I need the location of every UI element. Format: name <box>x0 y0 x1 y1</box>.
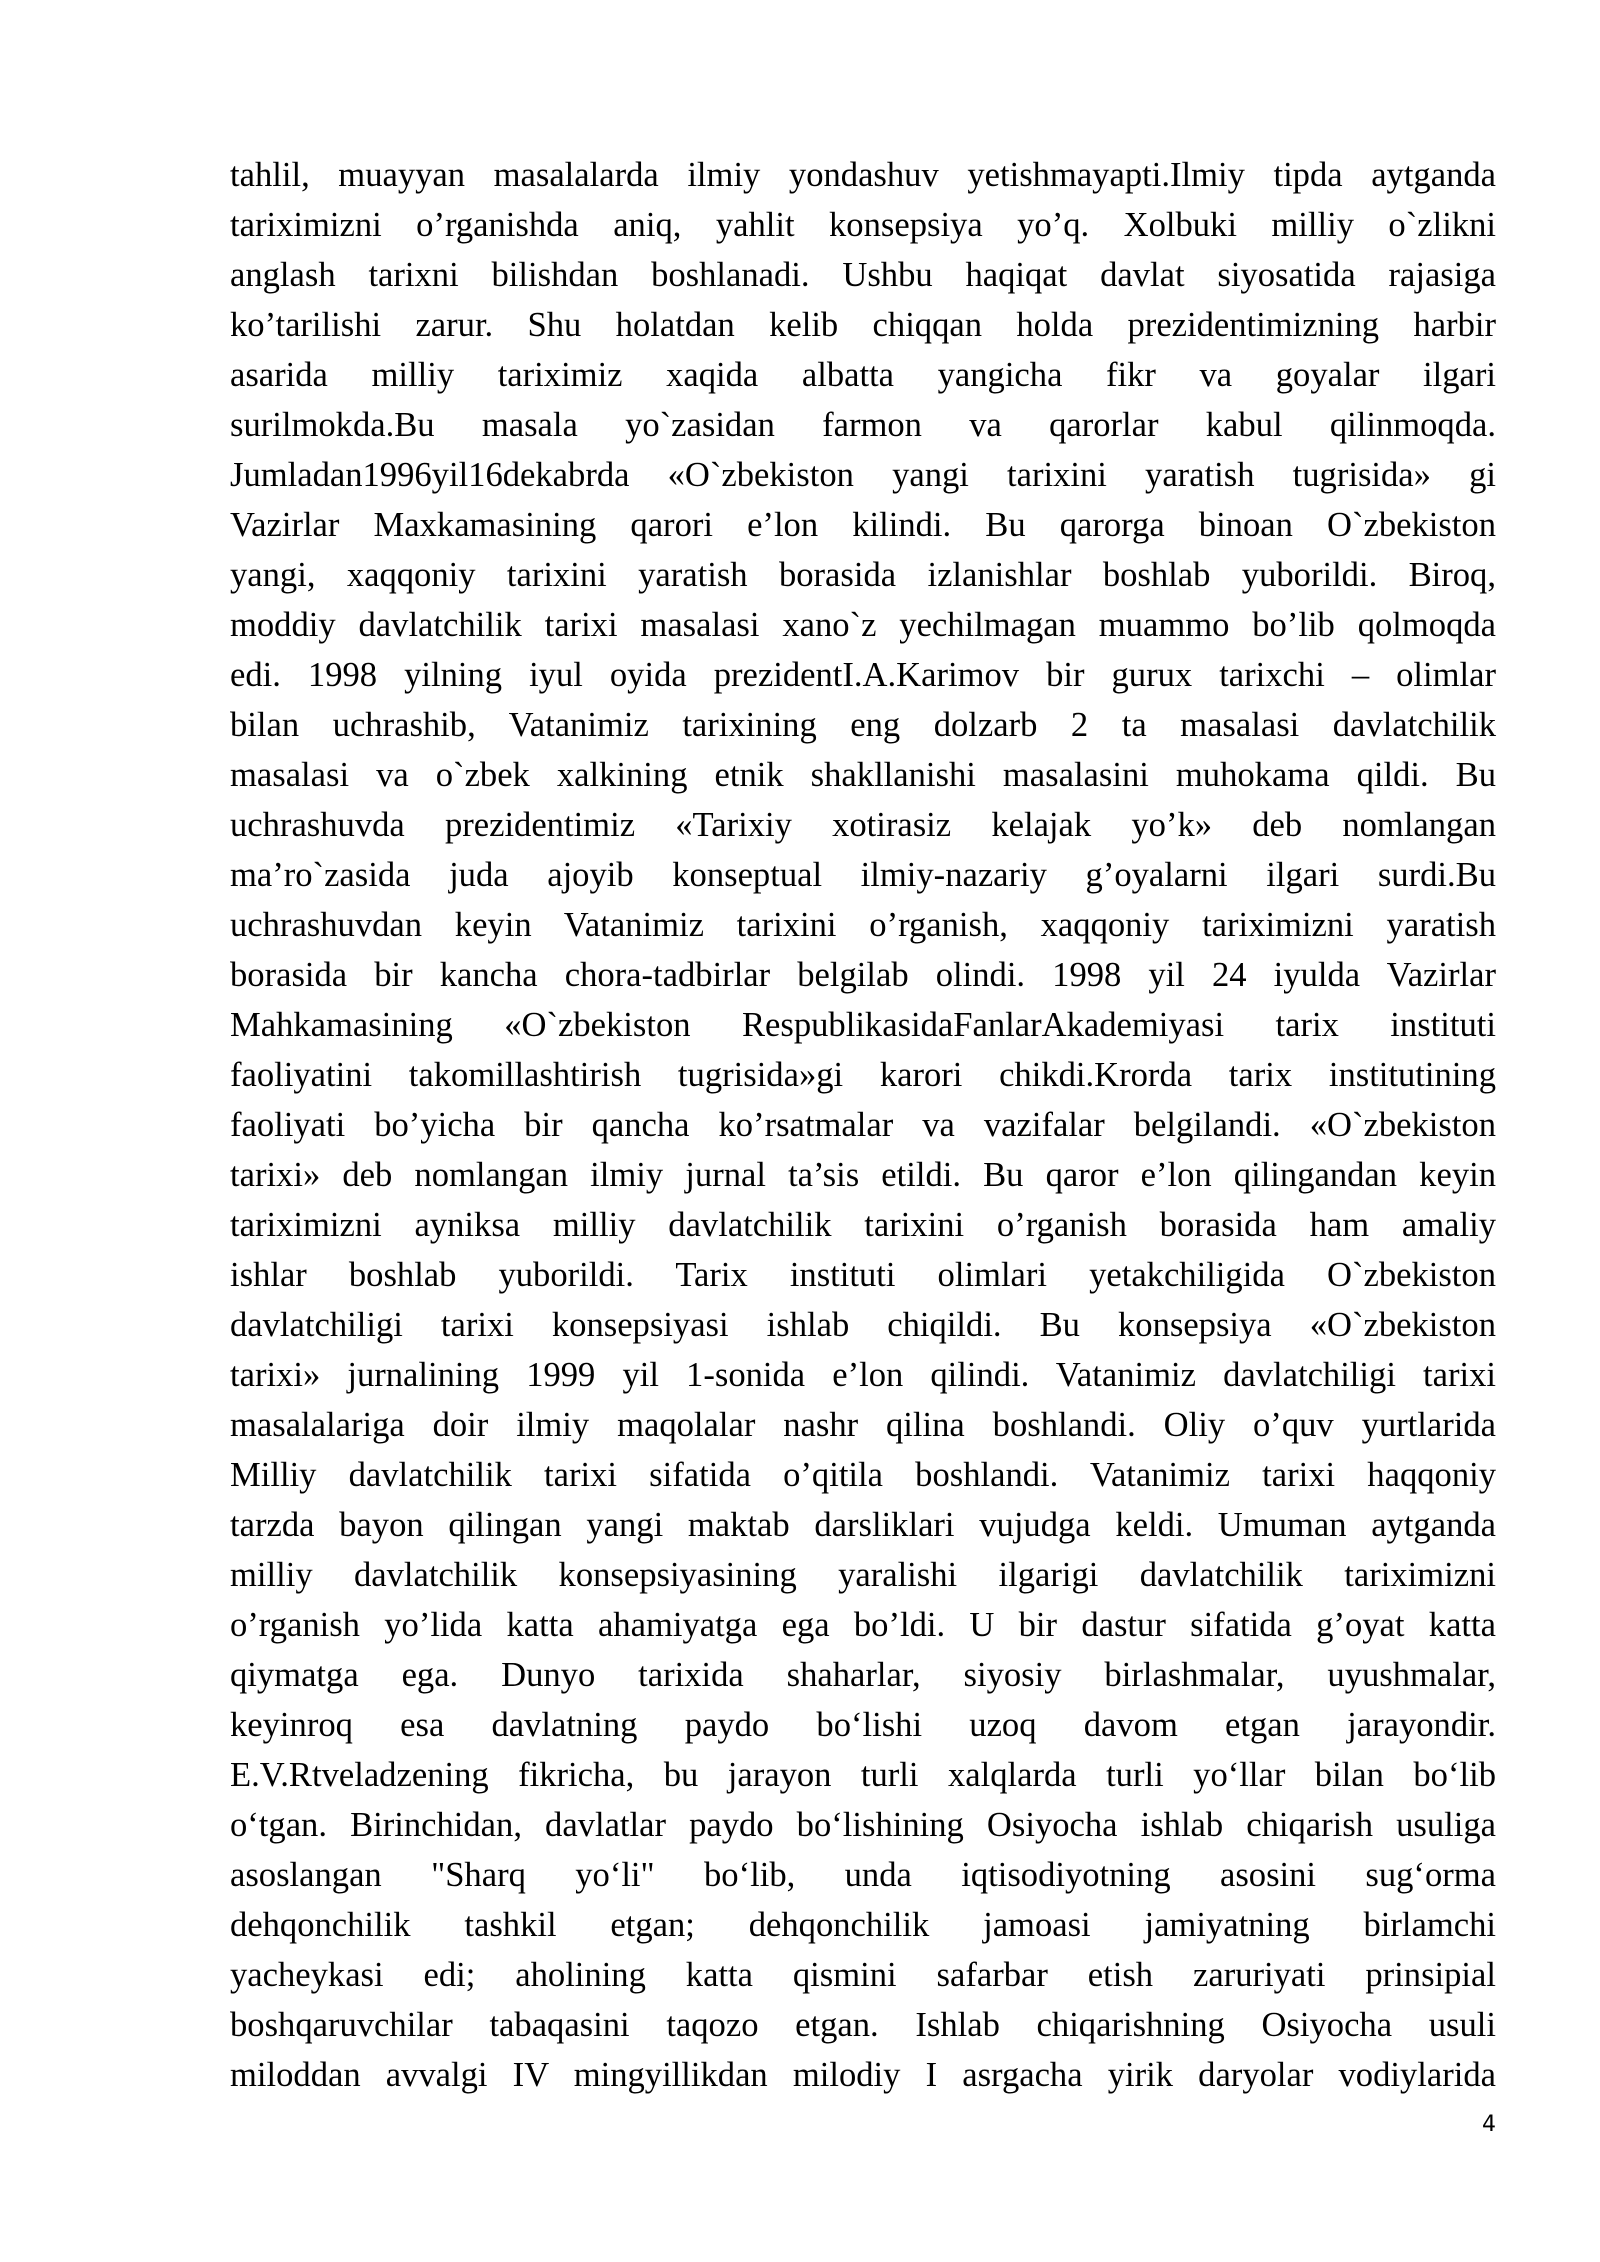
text-line: o‘tgan. Birinchidan, davlatlar paydo bo‘lishining Osiyocha ishlab chiqarish usuliga <box>230 1806 1496 1844</box>
text-line: bilan uchrashib, Vatanimiz tarixining eng dolzarb 2 ta masalasi davlatchilik <box>230 706 1496 744</box>
text-line: tariximizni o’rganishda aniq, yahlit konsepsiya yo’q. Xolbuki milliy o`zlikni <box>230 206 1496 244</box>
text-line: miloddan avvalgi IV mingyillikdan milodiy I asrgacha yirik daryolar vodiylarida <box>230 2056 1496 2094</box>
text-line: masalasi va o`zbek xalkining etnik shakllanishi masalasini muhokama qildi. Bu <box>230 756 1496 794</box>
text-line: moddiy davlatchilik tarixi masalasi xano`z yechilmagan muammo bo’lib qolmoqda <box>230 606 1496 644</box>
text-line: milliy davlatchilik konsepsiyasining yaralishi ilgarigi davlatchilik tariximizni <box>230 1556 1496 1594</box>
text-line: asarida milliy tariximiz xaqida albatta yangicha fikr va goyalar ilgari <box>230 356 1496 394</box>
text-line: tarixi» jurnalining 1999 yil 1-sonida e’lon qilindi. Vatanimiz davlatchiligi tarixi <box>230 1356 1496 1394</box>
text-line: qiymatga ega. Dunyo tarixida shaharlar, siyosiy birlashmalar, uyushmalar, <box>230 1656 1496 1694</box>
text-line: faoliyatini takomillashtirish tugrisida»gi karori chikdi.Krorda tarix institutining <box>230 1056 1496 1094</box>
text-line: Jumladan1996yil16dekabrda «O`zbekiston yangi tarixini yaratish tugrisida» gi <box>230 456 1496 494</box>
text-line: asoslangan "Sharq yo‘li" bo‘lib, unda iqtisodiyotning asosini sug‘orma <box>230 1856 1496 1894</box>
text-line: ma’ro`zasida juda ajoyib konseptual ilmiy-nazariy g’oyalarni ilgari surdi.Bu <box>230 856 1496 894</box>
text-line: keyinroq esa davlatning paydo bo‘lishi uzoq davom etgan jarayondir. <box>230 1706 1496 1744</box>
text-line: o’rganish yo’lida katta ahamiyatga ega bo’ldi. U bir dastur sifatida g’oyat katta <box>230 1606 1496 1644</box>
text-line: Mahkamasining «O`zbekiston RespublikasidaFanlarAkademiyasi tarix instituti <box>230 1006 1496 1044</box>
body-text <box>230 150 1496 2100</box>
text-line: masalalariga doir ilmiy maqolalar nashr qilina boshlandi. Oliy o’quv yurtlarida <box>230 1406 1496 1444</box>
text-line: tariximizni ayniksa milliy davlatchilik tarixini o’rganish borasida ham amaliy <box>230 1206 1496 1244</box>
text-line: boshqaruvchilar tabaqasini taqozo etgan. Ishlab chiqarishning Osiyocha usuli <box>230 2006 1496 2044</box>
text-line: borasida bir kancha chora-tadbirlar belgilab olindi. 1998 yil 24 iyulda Vazirlar <box>230 956 1496 994</box>
text-line: anglash tarixni bilishdan boshlanadi. Ushbu haqiqat davlat siyosatida rajasiga <box>230 256 1496 294</box>
text-line: E.V.Rtveladzening fikricha, bu jarayon turli xalqlarda turli yo‘llar bilan bo‘lib <box>230 1756 1496 1794</box>
text-line: tarixi» deb nomlangan ilmiy jurnal ta’sis etildi. Bu qaror e’lon qilingandan keyin <box>230 1156 1496 1194</box>
text-line: dehqonchilik tashkil etgan; dehqonchilik jamoasi jamiyatning birlamchi <box>230 1906 1496 1944</box>
text-line: surilmokda.Bu masala yo`zasidan farmon va qarorlar kabul qilinmoqda. <box>230 406 1496 444</box>
page-number: 4 <box>1482 2112 1496 2137</box>
text-line: davlatchiligi tarixi konsepsiyasi ishlab chiqildi. Bu konsepsiya «O`zbekiston <box>230 1306 1496 1344</box>
text-line: ko’tarilishi zarur. Shu holatdan kelib chiqqan holda prezidentimizning harbir <box>230 306 1496 344</box>
text-line: tarzda bayon qilingan yangi maktab darsliklari vujudga keldi. Umuman aytganda <box>230 1506 1496 1544</box>
text-line: faoliyati bo’yicha bir qancha ko’rsatmalar va vazifalar belgilandi. «O`zbekiston <box>230 1106 1496 1144</box>
text-line: ishlar boshlab yuborildi. Tarix instituti olimlari yetakchiligida O`zbekiston <box>230 1256 1496 1294</box>
text-line: edi. 1998 yilning iyul oyida prezidentI.A.Karimov bir gurux tarixchi – olimlar <box>230 656 1496 694</box>
text-line: Milliy davlatchilik tarixi sifatida o’qitila boshlandi. Vatanimiz tarixi haqqoniy <box>230 1456 1496 1494</box>
text-line: tahlil, muayyan masalalarda ilmiy yondashuv yetishmayapti.Ilmiy tipda aytganda <box>230 156 1496 194</box>
text-line: uchrashuvdan keyin Vatanimiz tarixini o’rganish, xaqqoniy tariximizni yaratish <box>230 906 1496 944</box>
text-line: uchrashuvda prezidentimiz «Tarixiy xotirasiz kelajak yo’k» deb nomlangan <box>230 806 1496 844</box>
text-line: yacheykasi edi; aholining katta qismini safarbar etish zaruriyati prinsipial <box>230 1956 1496 1994</box>
text-line: Vazirlar Maxkamasining qarori e’lon kilindi. Bu qarorga binoan O`zbekiston <box>230 506 1496 544</box>
text-line: yangi, xaqqoniy tarixini yaratish borasida izlanishlar boshlab yuborildi. Biroq, <box>230 556 1496 594</box>
